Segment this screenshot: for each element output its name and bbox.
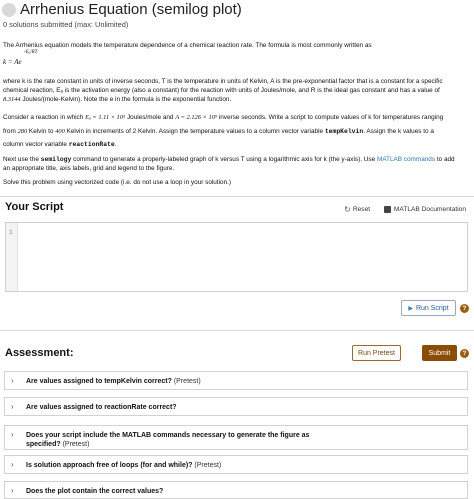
reset-button[interactable]: ↻ Reset [344,205,371,214]
var-tempkelvin: tempKelvin [324,128,364,135]
submission-count: 0 solutions submitted (max: Unlimited) [3,20,129,29]
matlab-commands-link[interactable]: MATLAB commands [376,156,436,163]
chevron-right-icon: › [11,460,14,469]
code-editor[interactable] [5,222,468,292]
chevron-right-icon: › [11,376,14,385]
description-plot-1: Next use the semilogy command to generate a properly-labeled graph of k versus T using a logarithmic axis for k (the y-axis). Use MATLAB commands to add [3,156,455,163]
matlab-documentation-button[interactable]: MATLAB Documentation [372,206,466,213]
problem-title: Arrhenius Equation (semilog plot) [20,1,242,18]
submit-button[interactable]: Submit [422,345,457,361]
assessment-item[interactable]: › Does your script include the MATLAB commands necessary to generate the figure as specified? (Pretest) [4,425,468,450]
chevron-right-icon: › [11,486,14,495]
assessment-help-icon[interactable]: ? [460,349,469,358]
divider [0,330,474,331]
description-intro: The Arrhenius equation models the temperature dependence of a chemical reaction rate. The formula is most commonly written as [3,42,372,49]
status-circle-icon [2,3,16,17]
reset-icon: ↻ [344,205,351,214]
assessment-item[interactable]: › Does the plot contain the correct values? [4,481,468,499]
description-vectorized: Solve this problem using vectorized code (i.e. do not use a loop in your solution.) [3,179,232,186]
line-number: 1 [9,229,13,236]
description-plot-2: an appropriate title, axis labels, grid and legend to the figure. [3,165,175,172]
description-task-3: column vector variable reactionRate. [3,141,117,148]
assessment-item[interactable]: › Is solution approach free of loops (for and while)? (Pretest) [4,455,468,474]
script-heading: Your Script [5,201,64,213]
code-input[interactable] [22,227,463,287]
script-help-icon[interactable]: ? [460,304,469,313]
documentation-icon [384,206,391,213]
var-reactionrate: reactionRate [68,141,115,148]
chevron-right-icon: › [11,402,14,411]
play-icon: ▶ [408,305,413,312]
run-script-button[interactable]: ▶ Run Script [401,300,456,316]
problem-header [0,0,474,34]
run-pretest-button[interactable]: Run Pretest [352,345,401,361]
description-task-2: from 280 Kelvin to 400 Kelvin in increments of 2 Kelvin. Assign the temperature values to a column vector variable tempKelvin. Assign the k values to a [3,128,434,135]
description-variables-2: chemical reaction, Eₐ is the activation energy (also a constant) for the reaction with units of Joules/mole, and R is the ideal gas constant and has a value of [3,87,440,94]
assessment-item[interactable]: › Are values assigned to tempKelvin correct? (Pretest) [4,371,468,390]
divider [0,196,474,197]
description-variables-1: where k is the rate constant in units of inverse seconds, T is the temperature in units of Kelvin, A is the pre-exponential factor that is a constant for a specific [3,78,443,85]
cmd-semilogy: semilogy [40,156,72,163]
chevron-right-icon: › [11,430,14,439]
description-task-1: Consider a reaction in which Eₐ = 1.11 × 10⁵ Joules/mole and A = 2.126 × 10⁹ inverse seconds. Write a script to compute values of k for temperatures ranging [3,114,444,121]
assessment-item[interactable]: › Are values assigned to reactionRate correct? [4,397,468,416]
script-actions [344,205,466,217]
assessment-heading: Assessment: [5,347,74,359]
description-r-value: 8.3144 Joules/(mole-Kelvin). Note the e in the formula is the exponential function. [3,96,232,103]
